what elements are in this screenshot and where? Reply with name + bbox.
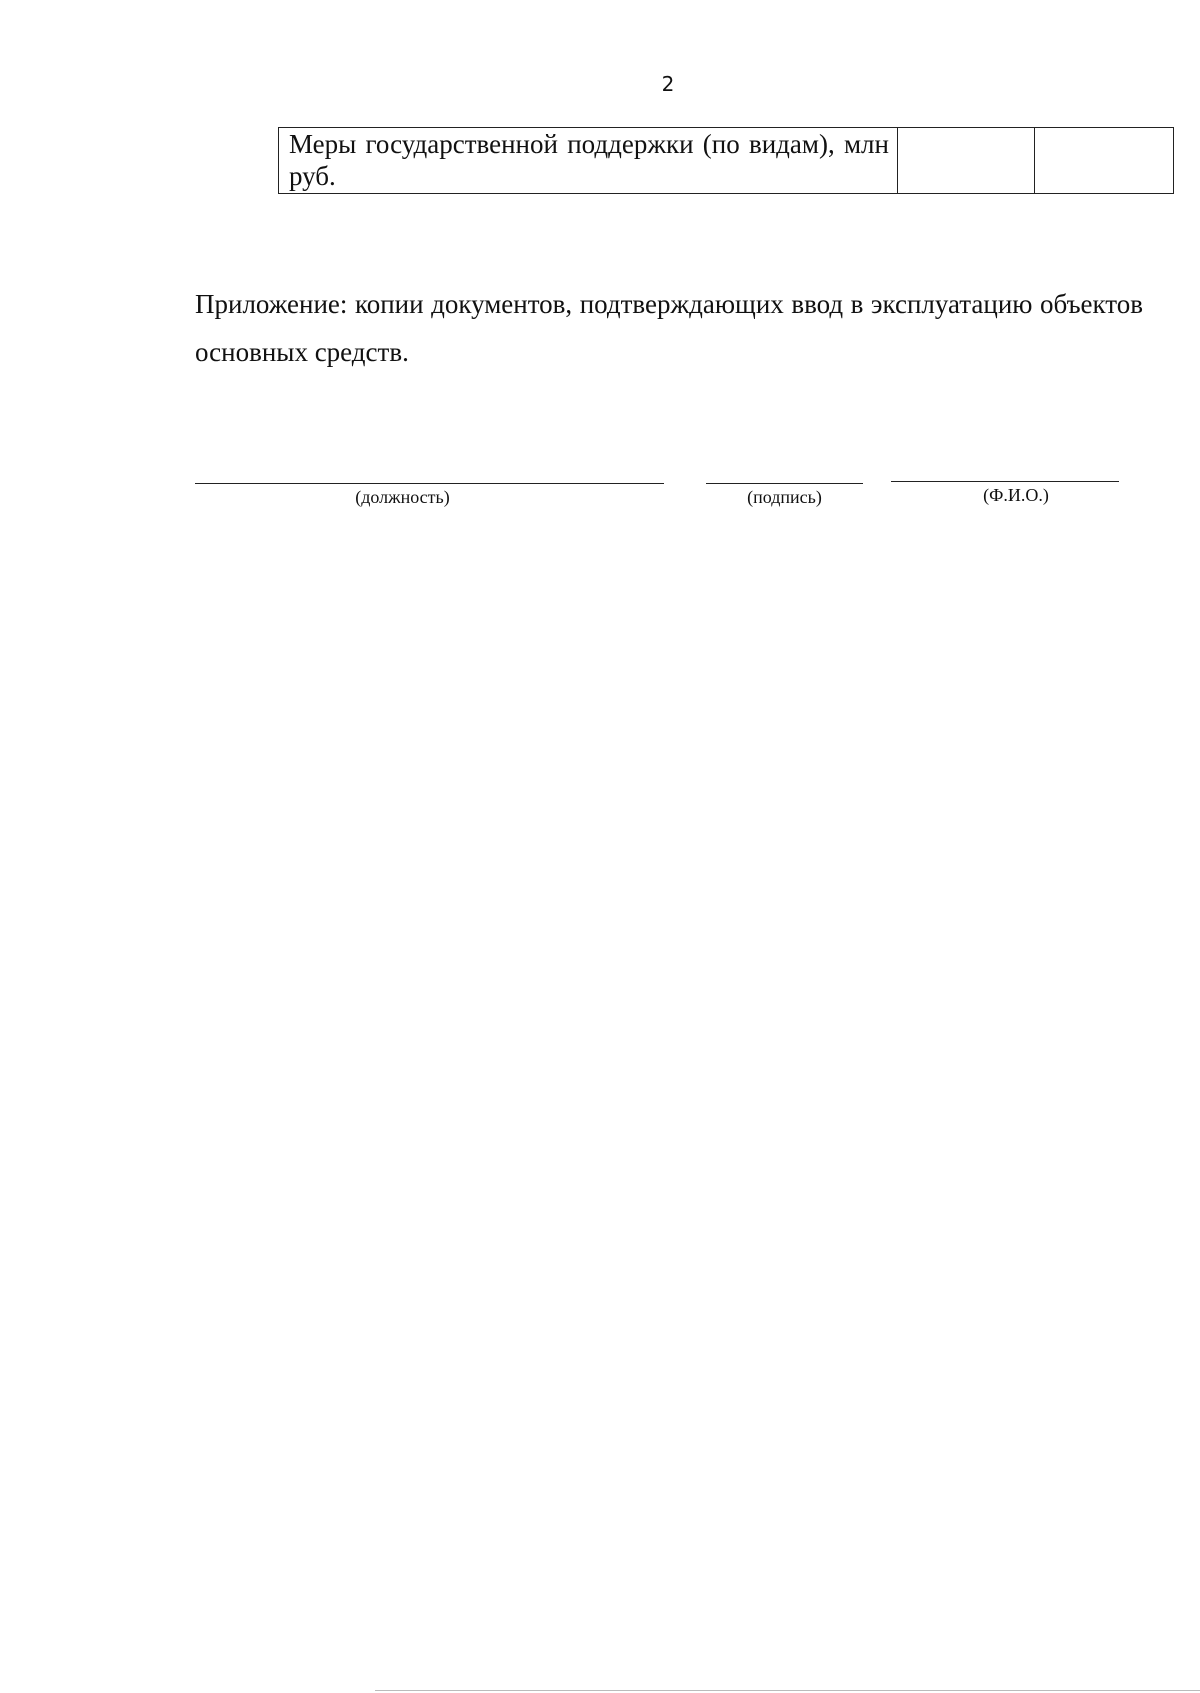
- position-label: (должность): [355, 487, 450, 507]
- position-line: [195, 483, 664, 484]
- name-label: (Ф.И.О.): [983, 485, 1049, 505]
- table-value-cell-2: [1035, 128, 1174, 194]
- page-number: 2: [661, 72, 675, 96]
- signature-line: [706, 483, 863, 484]
- table-value-cell-1: [898, 128, 1035, 194]
- state-support-table: [278, 127, 1174, 194]
- scan-edge-line: [375, 1690, 1200, 1691]
- table-row: [279, 128, 1174, 194]
- appendix-paragraph: Приложение: копии документов, подтверждающих ввод в эксплуатацию объектов основных средств.: [195, 289, 1143, 367]
- name-line: [891, 481, 1119, 482]
- signature-label: (подпись): [747, 487, 822, 507]
- table-row-label: Меры государственной поддержки (по видам), млн руб.: [279, 128, 898, 194]
